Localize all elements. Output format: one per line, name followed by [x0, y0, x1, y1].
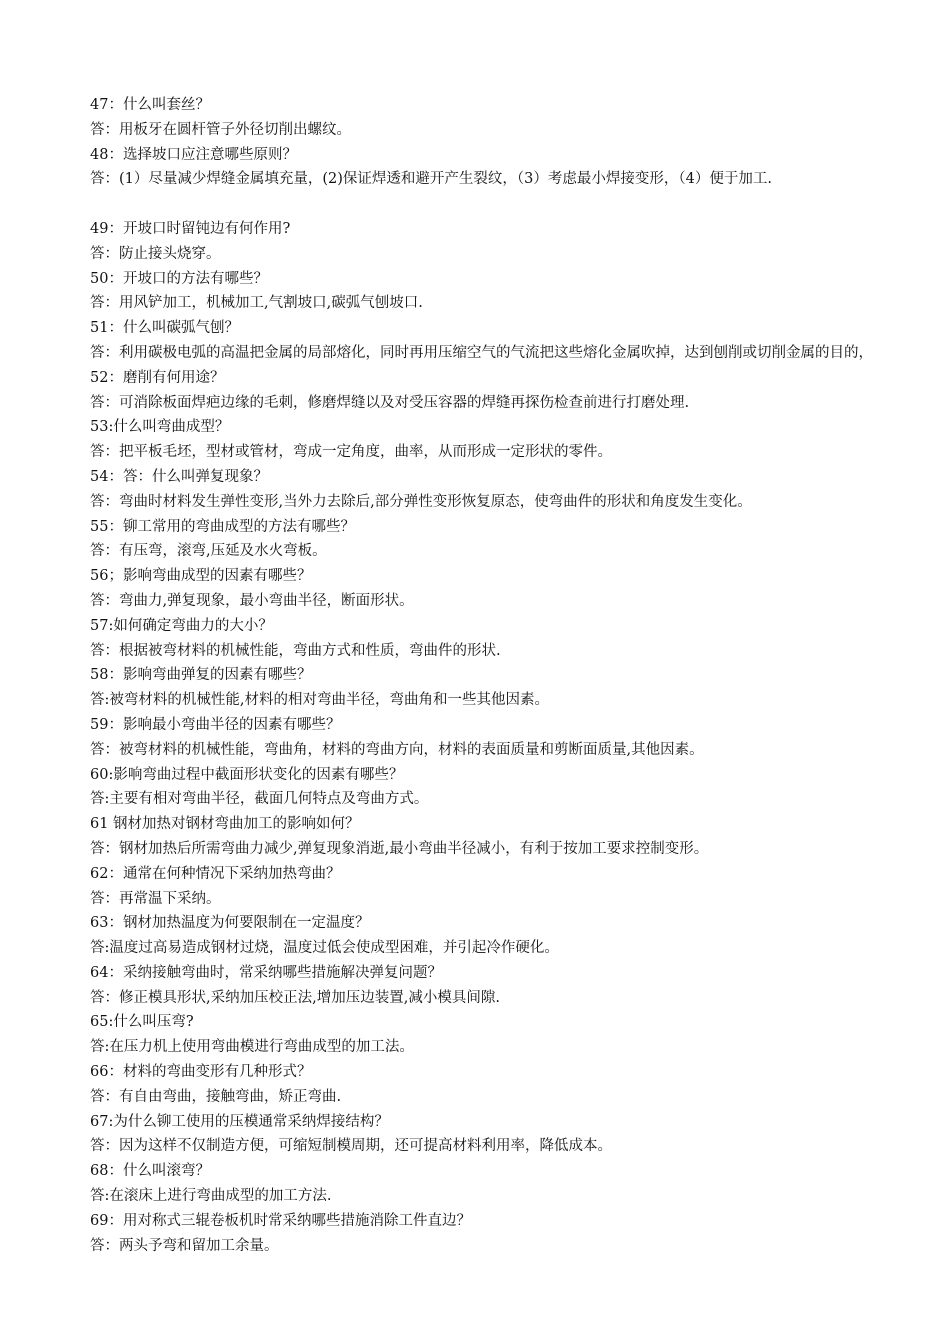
- question-51: 51：什么叫碳弧气刨？: [90, 320, 239, 337]
- answer-56: 答：弯曲力,弹复现象，最小弯曲半径，断面形状。: [90, 592, 414, 609]
- answer-62: 答：再常温下采纳。: [90, 890, 221, 907]
- answer-48: 答：(1）尽量减少焊缝金属填充量，(2)保证焊透和避开产生裂纹，（3）考虑最小焊接变形，（4）便于加工.: [90, 171, 772, 188]
- answer-51: 答：利用碳极电弧的高温把金属的局部熔化，同时再用压缩空气的气流把这些熔化金属吹掉，达到刨削或切削金属的目的，: [90, 344, 873, 361]
- answer-69: 答：两头予弯和留加工余量。: [90, 1237, 279, 1254]
- answer-57: 答：根据被弯材料的机械性能，弯曲方式和性质，弯曲件的形状.: [90, 642, 501, 659]
- question-68: 68：什么叫滚弯？: [90, 1163, 210, 1180]
- question-67: 67:为什么铆工使用的压模通常采纳焊接结构？: [90, 1113, 389, 1130]
- question-52: 52：磨削有何用途？: [90, 369, 225, 386]
- question-55: 55：铆工常用的弯曲成型的方法有哪些？: [90, 518, 355, 535]
- question-56: 56；影响弯曲成型的因素有哪些？: [90, 568, 312, 585]
- question-61: 61 钢材加热对钢材弯曲加工的影响如何？: [90, 816, 360, 833]
- answer-63: 答:温度过高易造成钢材过烧，温度过低会使成型困难，并引起冷作硬化。: [90, 940, 559, 957]
- question-50: 50：开坡口的方法有哪些？: [90, 270, 268, 287]
- answer-68: 答:在滚床上进行弯曲成型的加工方法.: [90, 1188, 332, 1205]
- answer-64: 答：修正模具形状,采纳加压校正法,增加压边装置,减小模具间隙.: [90, 989, 500, 1006]
- answer-53: 答：把平板毛坯，型材或管材，弯成一定角度，曲率，从而形成一定形状的零件。: [90, 444, 612, 461]
- question-48: 48：选择坡口应注意哪些原则？: [90, 146, 297, 163]
- question-62: 62：通常在何种情况下采纳加热弯曲？: [90, 865, 341, 882]
- answer-61: 答：钢材加热后所需弯曲力减少,弹复现象消逝,最小弯曲半径减小，有利于按加工要求控制变形。: [90, 840, 709, 857]
- question-69: 69：用对称式三辊卷板机时常采纳哪些措施消除工件直边？: [90, 1212, 471, 1229]
- answer-67: 答：因为这样不仅制造方便，可缩短制模周期，还可提高材料利用率，降低成本。: [90, 1138, 612, 1155]
- answer-47: 答：用板牙在圆杆管子外径切削出螺纹。: [90, 121, 351, 138]
- question-53: 53:什么叫弯曲成型？: [90, 419, 230, 436]
- answer-59: 答：被弯材料的机械性能，弯曲角，材料的弯曲方向，材料的表面质量和剪断面质量,其他因素。: [90, 741, 704, 758]
- answer-66: 答：有自由弯曲，接触弯曲，矫正弯曲.: [90, 1088, 342, 1105]
- question-54: 54：答：什么叫弹复现象？: [90, 468, 268, 485]
- question-49: 49：开坡口时留钝边有何作用?: [90, 220, 291, 237]
- document-body: [90, 93, 890, 1258]
- question-60: 60:影响弯曲过程中截面形状变化的因素有哪些？: [90, 766, 404, 783]
- question-59: 59：影响最小弯曲半径的因素有哪些？: [90, 716, 341, 733]
- question-63: 63：钢材加热温度为何要限制在一定温度？: [90, 915, 370, 932]
- answer-60: 答:主要有相对弯曲半径，截面几何特点及弯曲方式。: [90, 791, 429, 808]
- question-64: 64：采纳接触弯曲时，常采纳哪些措施解决弹复问题？: [90, 964, 442, 981]
- answer-54: 答：弯曲时材料发生弹性变形,当外力去除后,部分弹性变形恢复原态，使弯曲件的形状和角度发生变化。: [90, 493, 752, 510]
- answer-50: 答：用风铲加工，机械加工,气割坡口,碳弧气刨坡口.: [90, 295, 423, 312]
- blank-line: [90, 192, 890, 217]
- answer-65: 答:在压力机上使用弯曲模进行弯曲成型的加工法。: [90, 1039, 414, 1056]
- question-58: 58：影响弯曲弹复的因素有哪些？: [90, 667, 312, 684]
- answer-55: 答：有压弯，滚弯,压延及水火弯板。: [90, 543, 327, 560]
- question-66: 66：材料的弯曲变形有几种形式？: [90, 1064, 312, 1081]
- question-47: 47：什么叫套丝？: [90, 97, 210, 113]
- answer-58: 答:被弯材料的机械性能,材料的相对弯曲半径，弯曲角和一些其他因素。: [90, 692, 549, 709]
- answer-52: 答：可消除板面焊疤边缘的毛刺，修磨焊缝以及对受压容器的焊缝再探伤检查前进行打磨处理.: [90, 394, 690, 411]
- answer-49: 答：防止接头烧穿。: [90, 245, 221, 262]
- question-57: 57:如何确定弯曲力的大小？: [90, 617, 273, 634]
- question-65: 65:什么叫压弯?: [90, 1014, 194, 1031]
